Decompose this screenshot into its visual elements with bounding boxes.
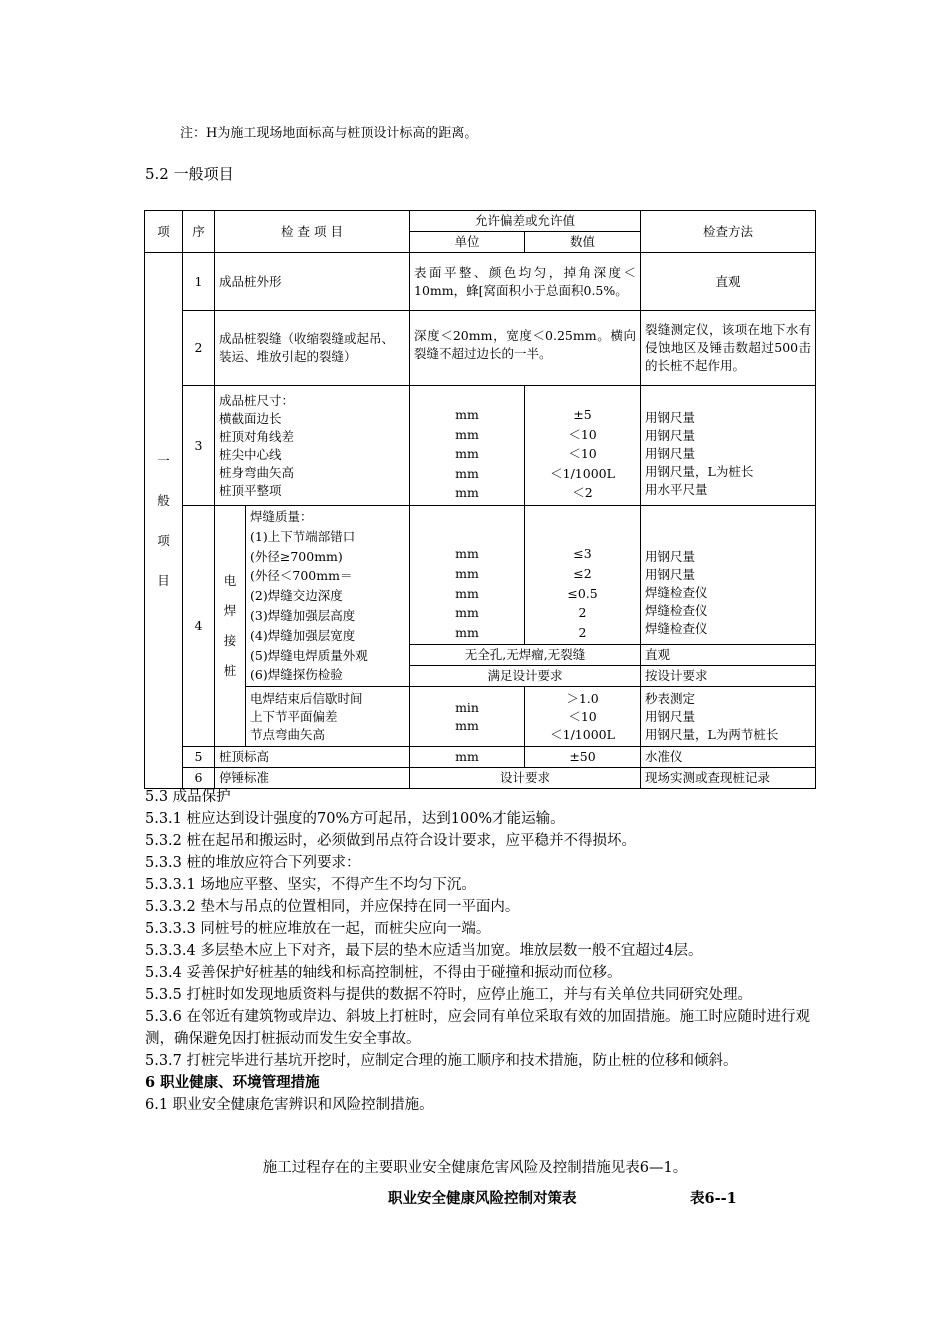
paragraph-5-3-3-4: 5.3.3.4 多层垫木应上下对齐，最下层的垫木应适当加宽。堆放层数一般不宜超过4层。	[145, 943, 703, 959]
header-method: 检查方法	[641, 211, 816, 253]
group-label: 一 般 项 目	[145, 253, 183, 789]
row6-value: 设计要求	[410, 768, 641, 789]
header-allowed: 允许偏差或允许值	[410, 211, 641, 232]
row1-seq: 1	[183, 253, 215, 311]
paragraph-5-3-3-3: 5.3.3.3 同桩号的桩应堆放在一起，而桩尖应向一端。	[145, 921, 491, 937]
row4-time-values: ＞1.0 ＜10 ＜1/1000L	[525, 687, 641, 747]
header-check-item: 检 查 项 目	[215, 211, 410, 253]
row1-item: 成品桩外形	[215, 253, 410, 311]
row2-seq: 2	[183, 311, 215, 386]
row2-item: 成品桩裂缝（收缩裂缝或起吊、装运、堆放引起的裂缝）	[215, 311, 410, 386]
paragraph-5-3-5: 5.3.5 打桩时如发现地质资料与提供的数据不符时，应停止施工，并与有关单位共同研究处理。	[145, 987, 752, 1003]
row5-value: ±50	[525, 747, 641, 768]
paragraph-5-3-2: 5.3.2 桩在起吊和搬运时，必须做到吊点符合设计要求，应平稳并不得损坏。	[145, 833, 637, 849]
row5-seq: 5	[183, 747, 215, 768]
paragraph-5-3-1: 5.3.1 桩应达到设计强度的70%方可起吊，达到100%才能运输。	[145, 811, 565, 827]
paragraph-6-1: 6.1 职业安全健康危害辨识和风险控制措施。	[145, 1097, 434, 1113]
row4-weld-methods: 用钢尺量 用钢尺量 焊缝检查仪 焊缝检查仪 焊缝检查仪	[641, 506, 816, 645]
paragraph-5-3-6: 5.3.6 在邻近有建筑物或岸边、斜坡上打桩时，应会同有单位采取有效的加固措施。施工时应随时进行观测，确保避免因打桩振动而发生安全事故。	[145, 1009, 810, 1047]
row3-item: 成品桩尺寸： 横截面边长 桩顶对角线差 桩尖中心线 桩身弯曲矢高 桩顶平整项	[215, 386, 410, 506]
body-text	[145, 786, 825, 1116]
row4-flaw-value: 满足设计要求	[410, 666, 641, 687]
row4-flaw-method: 按设计要求	[641, 666, 816, 687]
row4-appearance-value: 无全孔,无焊瘤,无裂缝	[410, 644, 641, 665]
row6-item: 停锤标准	[215, 768, 410, 789]
heading-5-3: 5.3 成品保护	[145, 789, 231, 805]
row3-seq: 3	[183, 386, 215, 506]
row6-method: 现场实测或查现桩记录	[641, 768, 816, 789]
row4-weld-items: 焊缝质量： (1)上下节端部错口 (外径≥700mm) (外径＜700mm＝ (2)焊缝交边深度 (3)焊缝加强层高度 (4)焊缝加强层宽度 (5)焊缝电焊质量外观 (6)焊缝探伤检验	[246, 506, 410, 687]
heading-6: 6 职业健康、环境管理措施	[145, 1074, 320, 1091]
row3-method: 用钢尺量 用钢尺量 用钢尺量 用钢尺量，L为桩长 用水平尺量	[641, 386, 816, 506]
row5-item: 桩顶标高	[215, 747, 410, 768]
row4-sublabel: 电 焊 接 桩	[215, 506, 246, 747]
paragraph-5-3-4: 5.3.4 妥善保护好桩基的轴线和标高控制桩，不得由于碰撞和振动而位移。	[145, 965, 622, 981]
row1-method: 直观	[641, 253, 816, 311]
paragraph-5-3-3-1: 5.3.3.1 场地应平整、坚实，不得产生不均匀下沉。	[145, 877, 476, 893]
row4-time-items: 电焊结束后信歇时间 上下节平面偏差 节点弯曲矢高	[246, 687, 410, 747]
paragraph-5-3-7: 5.3.7 打桩完毕进行基坑开挖时，应制定合理的施工顺序和技术措施，防止桩的位移和倾斜。	[145, 1053, 738, 1069]
general-items-table	[144, 210, 816, 789]
row4-time-methods: 秒表测定 用钢尺量 用钢尺量，L为两节桩长	[641, 687, 816, 747]
row4-appearance-method: 直观	[641, 644, 816, 665]
row3-unit: mm mm mm mm mm	[410, 386, 525, 506]
row4-weld-units: mm mm mm mm mm	[410, 506, 525, 645]
row3-value: ±5 ＜10 ＜10 ＜1/1000L ＜2	[525, 386, 641, 506]
row4-time-units: min mm	[410, 687, 525, 747]
risk-table-title: 职业安全健康风险控制对策表	[388, 1190, 577, 1207]
row5-method: 水准仪	[641, 747, 816, 768]
table-reference-line: 施工过程存在的主要职业安全健康危害风险及控制措施见表6—1。	[262, 1160, 688, 1176]
row2-method: 裂缝测定仪，该项在地下水有侵蚀地区及锤击数超过500击的长桩不起作用。	[641, 311, 816, 386]
paragraph-5-3-3-2: 5.3.3.2 垫木与吊点的位置相同，并应保持在同一平面内。	[145, 899, 520, 915]
header-item: 项	[145, 211, 183, 253]
risk-table-number: 表6--1	[690, 1190, 737, 1207]
paragraph-5-3-3: 5.3.3 桩的堆放应符合下列要求：	[145, 855, 361, 871]
row4-seq: 4	[183, 506, 215, 747]
row6-seq: 6	[183, 768, 215, 789]
header-value: 数值	[525, 232, 641, 253]
section-heading-5-2: 5.2 一般项目	[145, 165, 234, 183]
row2-value: 深度＜20mm，宽度＜0.25mm。横向裂缝不超过边长的一半。	[410, 311, 641, 386]
row5-unit: mm	[410, 747, 525, 768]
row1-value: 表面平整、颜色均匀，掉角深度＜10mm，蜂[窝面积小于总面积0.5%。	[410, 253, 641, 311]
row4-weld-values: ≤3 ≤2 ≤0.5 2 2	[525, 506, 641, 645]
header-unit: 单位	[410, 232, 525, 253]
table-note: 注：H为施工现场地面标高与桩顶设计标高的距离。	[180, 126, 478, 141]
header-seq: 序	[183, 211, 215, 253]
